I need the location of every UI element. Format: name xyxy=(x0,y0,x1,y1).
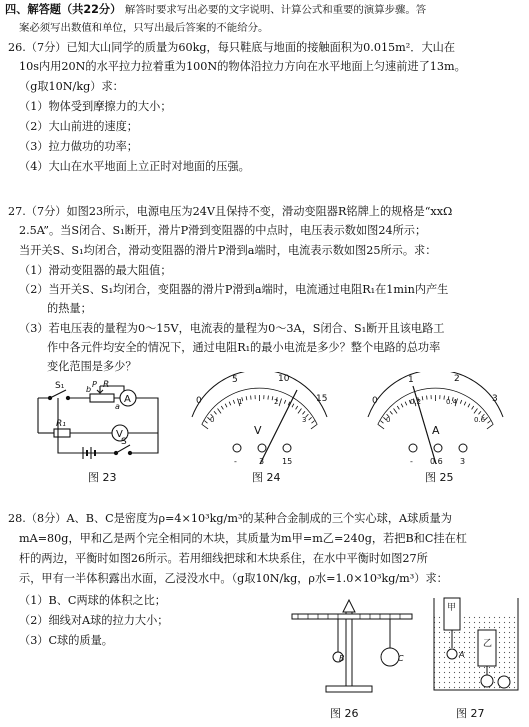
fig24-voltmeter xyxy=(182,372,337,467)
meter-tick xyxy=(229,402,231,406)
fig23-caption: 图 23 xyxy=(88,471,117,484)
fig27-label-a: A xyxy=(459,650,465,659)
meter-tick xyxy=(298,408,301,413)
meter-tick xyxy=(394,408,397,413)
meter-tick xyxy=(380,421,383,424)
fig24-tick-10: 10 xyxy=(278,374,290,384)
meter-tick xyxy=(272,396,273,400)
fig25-inner-02: 0.2 xyxy=(410,398,422,406)
meter-tick xyxy=(246,396,247,400)
fig23-ammeter-label: A xyxy=(124,394,131,405)
q28-line-4: 示，甲有一半体积露出水面，乙浸没水中。（g取10N/kg，ρ水=1.0×10³kg/m³）求： xyxy=(19,572,448,585)
meter-tick xyxy=(464,402,466,406)
q27-line-9: 变化范围是多少？ xyxy=(47,360,137,373)
q27-line-6: 的热量； xyxy=(47,302,92,315)
meter-tick xyxy=(472,406,474,409)
fig24-unit: V xyxy=(254,424,262,437)
meter-tick xyxy=(311,424,317,429)
section-title: 四、解答题（共22分） xyxy=(5,3,122,16)
q26-line-6: （3）拉力做功的功率； xyxy=(19,140,138,153)
fig23-label-r1: R₁ xyxy=(56,419,66,429)
fig25-tick-1: 1 xyxy=(408,375,414,385)
q27-line-2: 2.5A”。当S闭合、S₁断开，滑片P滑到变阻器的中点时，电压表示数如图24所示； xyxy=(19,224,427,237)
fig24-terminal-15: 15 xyxy=(282,457,293,466)
meter-tick xyxy=(309,417,312,420)
meter-tick xyxy=(487,424,493,429)
fig24-inner-2: 2 xyxy=(274,398,279,406)
q26-line-3: （g取10N/kg）求： xyxy=(19,80,124,93)
q28-line-3: 杆的两边，平衡时如图26所示。若用细线把球和木块系住，在水中平衡时如图27所 xyxy=(19,552,428,565)
meter-tick xyxy=(478,411,481,414)
q27-line-7: （3）若电压表的量程为0～15V，电流表的量程为0～3A，S闭合、S₁断开且该电路工 xyxy=(19,322,445,335)
fig25-tick-2: 2 xyxy=(454,374,460,384)
fig23-label-a: a xyxy=(115,402,120,411)
fig24-tick-15: 15 xyxy=(316,394,328,404)
fig27-tank-diagram xyxy=(422,590,522,702)
fig25-unit: A xyxy=(432,424,440,437)
q26-line-4: （1）物体受到摩擦力的大小； xyxy=(19,100,172,113)
fig24-terminal-neg: - xyxy=(234,457,237,466)
meter-tick xyxy=(292,404,294,408)
meter-tick xyxy=(390,411,393,414)
section-instruction-2: 案必须写出数值和单位，只写出最后答案的不能给分。 xyxy=(19,22,269,34)
q26-line-1: 26.（7分）已知大山同学的质量为60kg，每只鞋底与地面的接触面积为0.015m²．大山在 xyxy=(8,41,456,54)
q27-line-8: 作中各元件均安全的情况下，通过电阻R₁的最小电流是多少？整个电路的总功率 xyxy=(47,341,441,354)
fig23-label-s: S xyxy=(121,437,127,447)
q26-line-5: （2）大山前进的速度； xyxy=(19,120,138,133)
fig25-terminal-3: 3 xyxy=(460,457,466,466)
meter-tick xyxy=(296,406,298,409)
meter-tick xyxy=(401,404,403,408)
fig27-caption: 图 27 xyxy=(456,707,485,720)
fig25-tick-0: 0 xyxy=(372,396,378,406)
meter-tick xyxy=(488,421,491,424)
fig25-caption: 图 25 xyxy=(425,471,454,484)
fig23-label-p: P xyxy=(92,380,97,389)
q27-line-4: （1）滑动变阻器的最大阻值； xyxy=(19,264,172,277)
meter-tick xyxy=(468,404,470,408)
meter-tick xyxy=(225,404,227,408)
fig23-label-r: R xyxy=(103,380,110,390)
fig27-label-yi: 乙 xyxy=(483,639,493,649)
fig27-label-jia: 甲 xyxy=(447,603,457,613)
fig24-tick-0: 0 xyxy=(196,396,202,406)
q26-line-7: （4）大山在水平地面上立正时对地面的压强。 xyxy=(19,160,250,173)
q27-line-3: 当开关S、S₁均闭合，滑动变阻器的滑片P滑到a端时，电流表示数如图25所示。求： xyxy=(19,244,437,257)
fig24-inner-1: 1 xyxy=(238,398,243,406)
q28-line-1: 28.（8分）A、B、C是密度为ρ=4×10³kg/m³的某种合金制成的三个实心球，A球质量为 xyxy=(8,512,452,525)
fig24-terminal-3: 3 xyxy=(259,457,265,466)
q26-line-2: 10s内用20N的水平拉力拉着重为100N的物体沿拉力方向在水平地面上匀速前进了13m。 xyxy=(19,60,466,73)
meter-tick xyxy=(204,421,207,424)
section-instruction: 解答时要求写出必要的文字说明、计算公式和重要的演算步骤。答 xyxy=(124,4,427,16)
fig23-circuit-diagram xyxy=(28,378,173,463)
fig25-inner-04: 0.4 xyxy=(446,398,458,406)
fig24-inner-0: 0 xyxy=(210,416,215,424)
meter-tick xyxy=(233,400,234,404)
fig26-label-b: B xyxy=(339,654,345,663)
meter-tick xyxy=(397,406,399,409)
fig25-inner-0: 0 xyxy=(386,416,391,424)
q28-line-7: （3）C球的质量。 xyxy=(19,634,113,647)
q27-line-1: 27.（7分）如图23所示，电源电压为24V且保持不变，滑动变阻器R铭牌上的规格是“xxΩ xyxy=(8,205,453,218)
fig25-inner-06: 0.6 xyxy=(474,416,486,424)
meter-tick xyxy=(221,406,223,409)
section-header xyxy=(5,3,426,17)
meter-tick xyxy=(405,402,407,406)
meter-tick xyxy=(284,400,285,404)
meter-tick xyxy=(422,396,423,400)
fig26-caption: 图 26 xyxy=(330,707,359,720)
fig26-lever-diagram xyxy=(286,590,418,702)
fig23-label-b: b xyxy=(86,385,92,394)
meter-tick xyxy=(218,408,221,413)
q28-line-2: mA=80g，甲和乙是两个完全相同的木块，其质量为m甲=m乙=240g，若把B和C挂在杠 xyxy=(19,532,467,545)
fig25-ammeter xyxy=(358,372,513,467)
meter-tick xyxy=(378,424,384,429)
fig24-caption: 图 24 xyxy=(252,471,281,484)
meter-tick xyxy=(214,411,217,414)
q27-line-5: （2）当开关S、S₁均闭合，变阻器的滑片P滑到a端时，电流通过电阻R₁在1min内产生 xyxy=(19,283,449,296)
q28-line-5: （1）B、C两球的体积之比； xyxy=(19,594,166,607)
meter-tick xyxy=(202,424,208,429)
meter-tick xyxy=(279,398,281,406)
fig25-tick-3: 3 xyxy=(492,394,498,404)
meter-tick xyxy=(460,400,461,404)
fig25-terminal-neg: - xyxy=(410,457,413,466)
fig23-label-s1: S₁ xyxy=(55,381,65,391)
meter-tick xyxy=(302,411,305,414)
fig23-voltmeter-label: V xyxy=(116,429,123,440)
fig24-inner-3: 3 xyxy=(302,416,307,424)
fig25-terminal-06: 0.6 xyxy=(430,457,443,466)
meter-tick xyxy=(474,408,477,413)
fig26-label-c: C xyxy=(398,654,404,663)
q28-line-6: （2）细线对A球的拉力大小； xyxy=(19,614,169,627)
fig24-tick-5: 5 xyxy=(232,375,238,385)
meter-tick xyxy=(312,421,315,424)
